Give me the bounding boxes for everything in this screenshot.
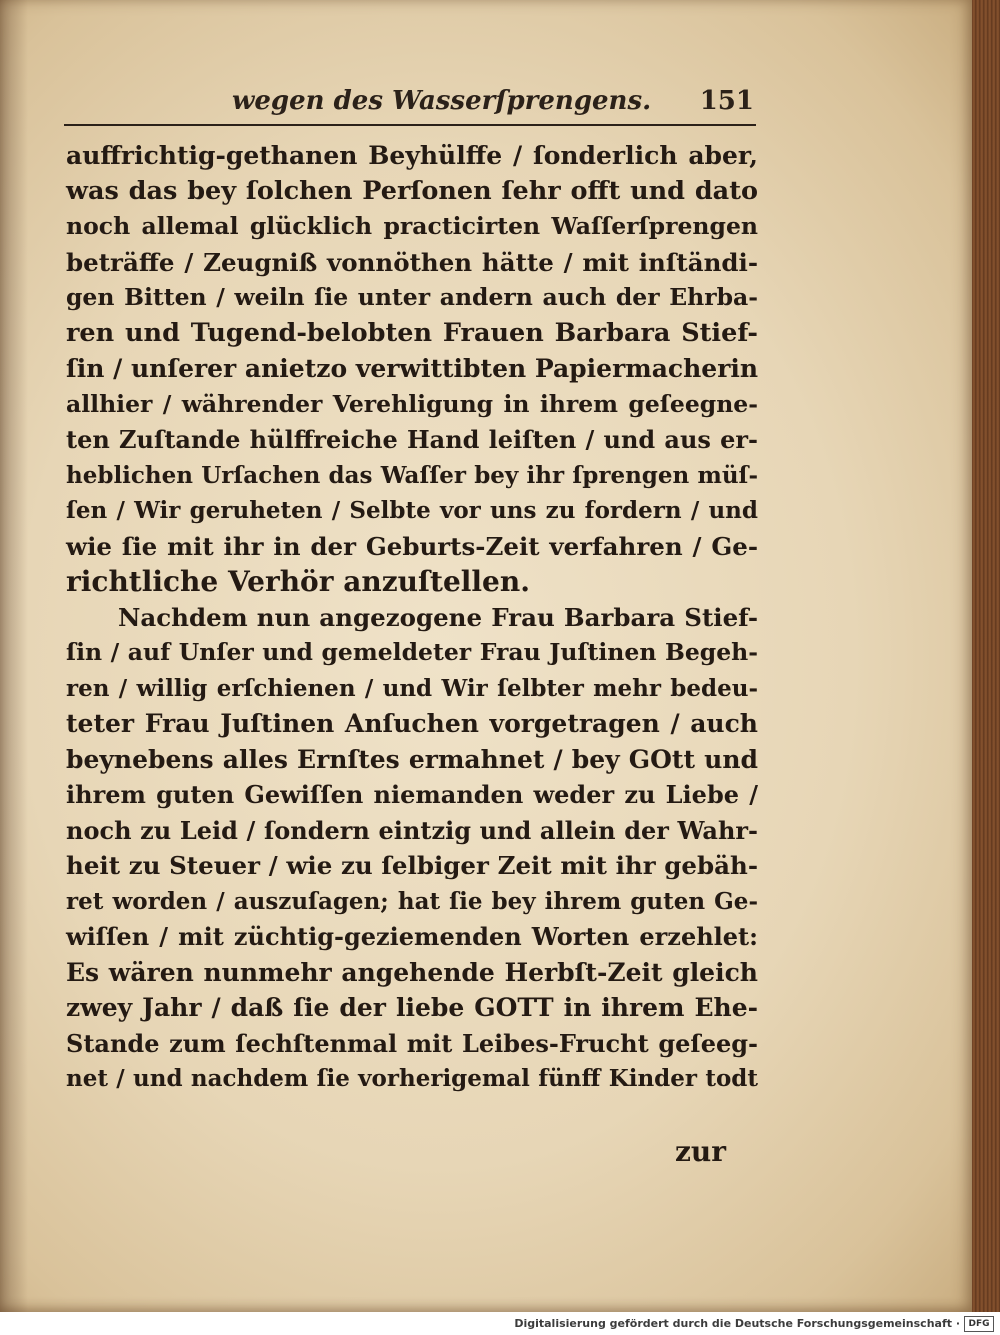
page-edges: [972, 0, 1000, 1312]
text-line: Es wären nunmehr angehende Herbſt-Zeit gleich: [66, 957, 758, 987]
text-line: gen Bitten / weiln ſie unter andern auch der Ehrba-: [66, 283, 758, 311]
text-line: beträffe / Zeugniß vonnöthen hätte / mit inſtändi-: [66, 247, 758, 277]
text-line: teter Frau Juſtinen Anſuchen vorgetragen / auch: [66, 709, 758, 738]
text-line: beynebens alles Ernſtes ermahnet / bey GOtt und: [66, 744, 758, 774]
page-header: [232, 86, 754, 124]
text-line: richtliche Verhör anzuſtellen.: [66, 565, 530, 598]
text-line: net / und nachdem ſie vorherigemal fünff Kinder todt: [66, 1065, 758, 1092]
text-line: ret worden / auszuſagen; hat ſie bey ihrem guten Ge-: [66, 887, 758, 915]
text-line: ſin / unſerer anietzo verwittibten Papiermacherin: [66, 354, 759, 383]
page-number: 151: [699, 86, 754, 116]
text-line: ren und Tugend-belobten Frauen Barbara Stief-: [66, 317, 758, 348]
text-line: allhier / währender Verehligung in ihrem geſeegne-: [66, 389, 758, 418]
text-line: wie ſie mit ihr in der Geburts-Zeit verfahren / Ge-: [66, 531, 758, 561]
text-line: auffrichtig-gethanen Beyhülffe / ſonderlich aber,: [66, 141, 758, 170]
text-line: ren / willig erſchienen / und Wir ſelbter mehr bedeu-: [66, 674, 758, 702]
text-line: wiſſen / mit züchtig-geziemenden Worten erzehlet:: [66, 922, 758, 951]
text-line: noch allemal glücklich practicirten Waſſerſprengen: [66, 212, 758, 240]
text-line: ſen / Wir geruheten / Selbte vor uns zu fordern / und: [66, 497, 758, 524]
text-line: ihrem guten Gewiſſen niemanden weder zu Liebe /: [66, 780, 758, 809]
header-rule: [64, 124, 756, 126]
gutter-shadow: [0, 0, 28, 1312]
digitization-footer: [0, 1312, 1000, 1335]
text-line: was das bey ſolchen Perſonen ſehr offt und dato: [66, 175, 758, 206]
running-title: wegen des Wasserſprengens.: [232, 86, 652, 116]
dfg-logo: DFG: [964, 1316, 994, 1332]
text-line: zwey Jahr / daß ſie der liebe GOTT in ihrem Ehe-: [66, 993, 758, 1022]
text-line: heblichen Urſachen das Waſſer bey ihr ſprengen müſ-: [66, 461, 758, 489]
text-line: heit zu Steuer / wie zu ſelbiger Zeit mit ihr gebäh-: [66, 851, 758, 880]
text-line: Stande zum ſechſtenmal mit Leibes-Frucht geſeeg-: [66, 1028, 758, 1058]
body-text: [66, 138, 758, 1097]
text-line: ten Zuſtande hülffreiche Hand leiſten / und aus er-: [66, 425, 758, 454]
text-line-indented: Nachdem nun angezogene Frau Barbara Stief-: [118, 602, 758, 632]
text-line: ſin / auf Unſer und gemeldeter Frau Juſtinen Begeh-: [66, 638, 758, 666]
text-line: noch zu Leid / ſondern eintzig und allein der Wahr-: [66, 815, 758, 845]
catchword: zur: [674, 1135, 726, 1168]
funding-credit: Digitalisierung gefördert durch die Deutsche Forschungsgemeinschaft ·: [514, 1317, 960, 1330]
